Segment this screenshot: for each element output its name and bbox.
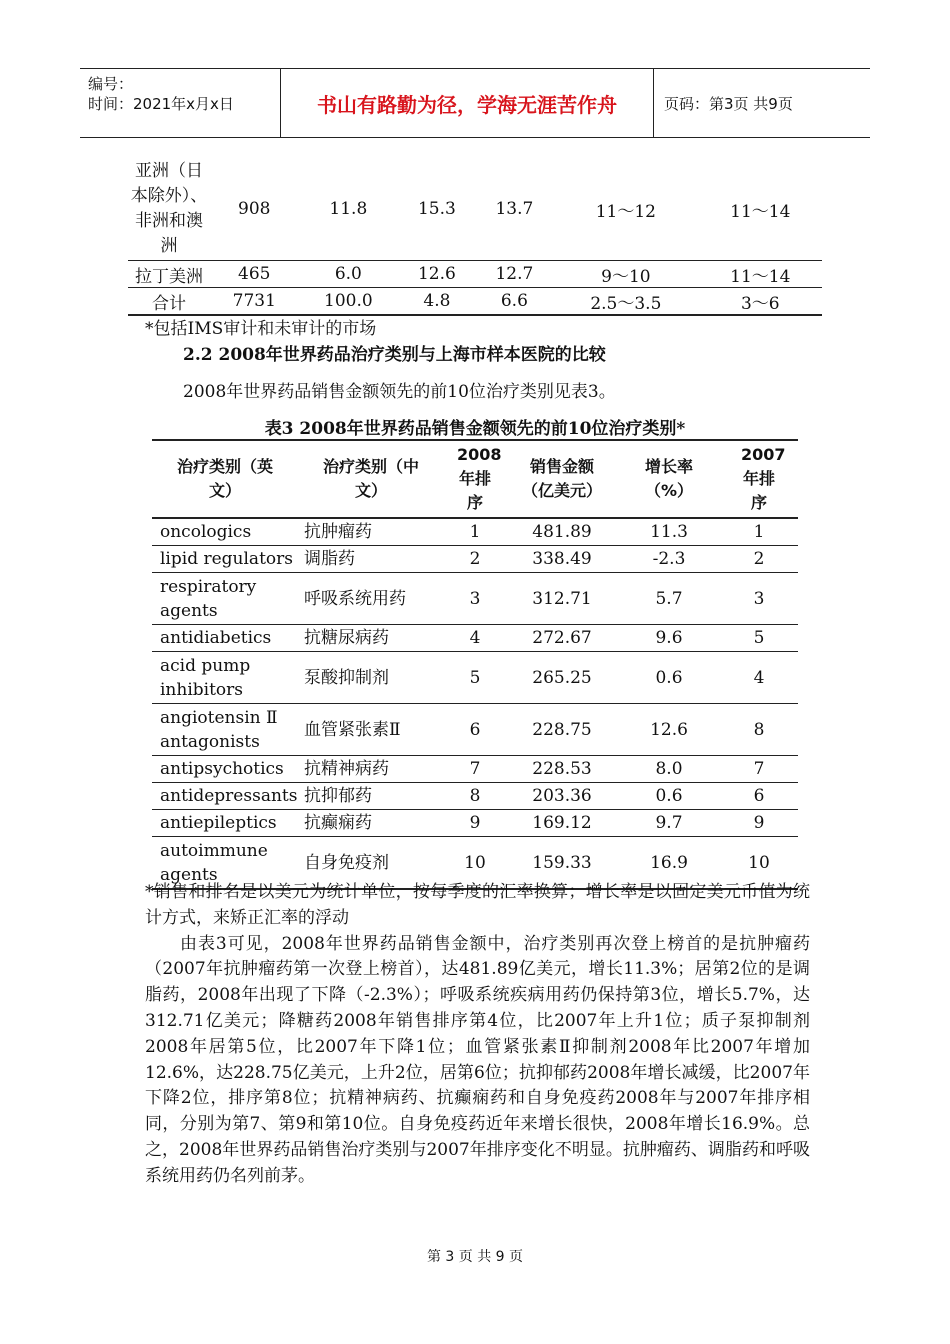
table-cell: 265.25 — [506, 652, 618, 704]
table-cell: 0.6 — [618, 783, 720, 810]
table-cell: 2 — [444, 546, 506, 573]
table-cell: 159.33 — [506, 837, 618, 890]
table-cell: 呼吸系统用药 — [298, 573, 444, 625]
table-row — [152, 652, 798, 704]
table-cell: 5 — [444, 652, 506, 704]
table-cell: 血管紧张素Ⅱ — [298, 704, 444, 756]
table-cell: 8.0 — [618, 756, 720, 783]
column-header: 销售金额（亿美元） — [506, 440, 618, 518]
column-header: 2007年排序 — [720, 440, 798, 518]
table-cell: 16.9 — [618, 837, 720, 890]
table-cell: 7731 — [210, 288, 299, 316]
body-text — [145, 880, 810, 1190]
table-cell: 6 — [444, 704, 506, 756]
table-cell: 6.0 — [299, 261, 399, 288]
table-cell: 6 — [720, 783, 798, 810]
table-cell: 3～6 — [699, 288, 822, 316]
table-cell: 9 — [720, 810, 798, 837]
table-cell: antipsychotics — [152, 756, 298, 783]
table-row — [128, 288, 822, 316]
region-cell: 合计 — [128, 288, 210, 316]
analysis-paragraph: 由表3可见，2008年世界药品销售金额中，治疗类别再次登上榜首的是抗肿瘤药（2007年抗肿瘤药第一次登上榜首），达481.89亿美元，增长11.3%；居第2位的是调脂药，2008年出现了下降（-2.3%）；呼吸系统疾病用药仍保持第3位，增长5.7%，达312.71亿美元；降糖药2008年销售排序第4位，比2007年上升1位；质子泵抑制剂2008年居第5位，比2007年下降1位；血管紧张素Ⅱ抑制剂2008年比2007年增加12.6%，达228.75亿美元，上升2位，居第6位；抗抑郁药2008年增长减缓，比2007年下降2位，排序第8位；抗精神病药、抗癫痫药和自身免疫药2008年与2007年排序相同，分别为第7、第9和第10位。自身免疫药近年来增长很快，2008年增长16.9%。总之，2008年世界药品销售治疗类别与2007年排序变化不明显。抗肿瘤药、调脂药和呼吸系统用药仍名列前茅。 — [145, 933, 810, 1186]
table-cell: 228.75 — [506, 704, 618, 756]
table-cell: 9～10 — [553, 261, 698, 288]
page-footer: 第 3 页 共 9 页 — [426, 1249, 524, 1265]
table-cell: 7 — [720, 756, 798, 783]
table-cell: lipid regulators — [152, 546, 298, 573]
table-row — [152, 704, 798, 756]
column-header: 2008年排序 — [444, 440, 506, 518]
table-row — [152, 625, 798, 652]
region-cell: 拉丁美洲 — [128, 261, 210, 288]
table-cell: 10 — [720, 837, 798, 890]
table-cell: angiotensin Ⅱ antagonists — [152, 704, 298, 756]
table-cell: 338.49 — [506, 546, 618, 573]
table-cell: 4 — [720, 652, 798, 704]
table-cell: 228.53 — [506, 756, 618, 783]
table-cell: 8 — [444, 783, 506, 810]
table-cell: 调脂药 — [298, 546, 444, 573]
intro-paragraph: 2008年世界药品销售金额领先的前10位治疗类别见表3。 — [183, 382, 616, 402]
table-cell: antiepileptics — [152, 810, 298, 837]
table-cell: 2 — [720, 546, 798, 573]
table-cell: 9.7 — [618, 810, 720, 837]
table-cell: 169.12 — [506, 810, 618, 837]
table-cell: 11.8 — [329, 199, 368, 219]
table-cell: 1 — [444, 518, 506, 546]
header-page-label: 页码：第3页 共9页 — [664, 94, 793, 113]
table-cell: 12.7 — [476, 261, 553, 288]
table-cell: 481.89 — [506, 518, 618, 546]
table-cell: 泵酸抑制剂 — [298, 652, 444, 704]
table-row — [152, 783, 798, 810]
table-cell: 自身免疫剂 — [298, 837, 444, 890]
section-heading: 2.2 2008年世界药品治疗类别与上海市样本医院的比较 — [183, 345, 606, 365]
table-row — [152, 756, 798, 783]
table-cell: 11～12 — [595, 201, 656, 222]
table-cell: 11～14 — [699, 261, 822, 288]
header-meta — [80, 69, 281, 137]
header-motto: 书山有路勤为径，学海无涯苦作舟 — [281, 69, 654, 137]
table-cell: 9.6 — [618, 625, 720, 652]
table-row — [128, 158, 822, 261]
table-cell: 272.67 — [506, 625, 618, 652]
table-cell: 抗癫痫药 — [298, 810, 444, 837]
table-cell: respiratory agents — [152, 573, 298, 625]
table3 — [152, 439, 798, 890]
table-cell: 12.6 — [398, 261, 475, 288]
table-cell: 1 — [720, 518, 798, 546]
table-cell: antidiabetics — [152, 625, 298, 652]
table-cell: 4.8 — [398, 288, 475, 316]
table-cell: 6.6 — [476, 288, 553, 316]
table-cell: 抗肿瘤药 — [298, 518, 444, 546]
table-cell: 抗抑郁药 — [298, 783, 444, 810]
table-cell: 4 — [444, 625, 506, 652]
table-row — [152, 573, 798, 625]
header-date: 时间：2021年x月x日 — [88, 95, 234, 113]
table-row — [128, 261, 822, 288]
table-cell: 15.3 — [417, 199, 456, 219]
table-cell: 7 — [444, 756, 506, 783]
table-cell: -2.3 — [618, 546, 720, 573]
table-header-row — [152, 440, 798, 518]
column-header: 增长率（%） — [618, 440, 720, 518]
table-cell: 0.6 — [618, 652, 720, 704]
table-cell: 5.7 — [618, 573, 720, 625]
table-cell: 203.36 — [506, 783, 618, 810]
table2-note: *包括IMS审计和未审计的市场 — [145, 319, 377, 339]
column-header: 治疗类别（中文） — [298, 440, 444, 518]
table-cell: 2.5～3.5 — [553, 288, 698, 316]
table-cell: 3 — [444, 573, 506, 625]
table-cell: 抗糖尿病药 — [298, 625, 444, 652]
table-cell: 11.3 — [618, 518, 720, 546]
table-cell: 3 — [720, 573, 798, 625]
table3-caption: 表3 2008年世界药品销售金额领先的前10位治疗类别* — [264, 419, 686, 439]
table3-note: *销售和排名是以美元为统计单位，按每季度的汇率换算；增长率是以固定美元币值为统计方式，来矫正汇率的浮动 — [145, 882, 810, 928]
table-cell: 100.0 — [299, 288, 399, 316]
table-cell: autoimmune agents — [152, 837, 298, 890]
table-cell: 9 — [444, 810, 506, 837]
table-cell: 11～14 — [730, 201, 791, 222]
table-cell: 908 — [238, 199, 271, 219]
header-number-label: 编号： — [88, 75, 134, 93]
table-cell: antidepressants — [152, 783, 298, 810]
table-cell: 8 — [720, 704, 798, 756]
table-cell: 465 — [210, 261, 299, 288]
table-cell: 12.6 — [618, 704, 720, 756]
table-cell: 10 — [444, 837, 506, 890]
table-row — [152, 810, 798, 837]
region-cell: 亚洲（日本除外）、非洲和澳洲 — [130, 161, 208, 256]
table-cell: 5 — [720, 625, 798, 652]
table-cell: 312.71 — [506, 573, 618, 625]
page-header — [80, 68, 870, 138]
table-row — [152, 518, 798, 546]
column-header: 治疗类别（英文） — [152, 440, 298, 518]
table-cell: acid pump inhibitors — [152, 652, 298, 704]
table-cell: 抗精神病药 — [298, 756, 444, 783]
table-cell: 13.7 — [495, 199, 534, 219]
table2-tail — [128, 158, 822, 316]
table-cell: oncologics — [152, 518, 298, 546]
table-row — [152, 546, 798, 573]
